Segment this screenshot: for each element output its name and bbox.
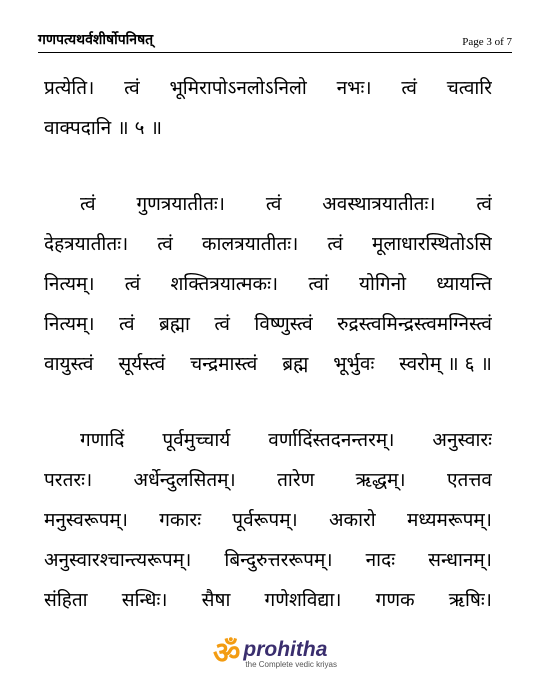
word: योगिनो <box>359 273 407 295</box>
word: विष्णुस्त्वं <box>254 313 313 335</box>
word: गकारः <box>159 509 202 531</box>
brand-tagline: the Complete vedic kriyas <box>245 660 337 669</box>
text-line <box>44 184 492 224</box>
word: ब्रह्म <box>282 353 309 375</box>
word: त्वं <box>80 193 96 215</box>
word: कालत्रयातीतः। <box>201 233 299 255</box>
word: गणक <box>375 589 415 611</box>
word: ब्रह्मा <box>158 313 190 335</box>
word: रुद्रस्त्वमिन्द्रस्त्वमग्निस्त्वं <box>337 313 492 335</box>
word: त्वं <box>124 273 141 295</box>
word: गुणत्रयातीतः। <box>136 193 225 215</box>
word: मध्यमरूपम्। <box>406 509 492 531</box>
word: गणादिं <box>80 429 125 451</box>
word: त्वं <box>265 193 282 215</box>
word: सैषा <box>201 589 231 611</box>
word: त्वं <box>401 77 417 99</box>
word: शक्तित्रयात्मकः। <box>170 273 279 295</box>
text-line <box>44 304 492 344</box>
word: त्वं <box>157 233 173 255</box>
word: पूर्वमुच्चार्य <box>162 429 231 451</box>
word: त्वं <box>476 193 492 215</box>
text-line <box>44 580 492 620</box>
text-line <box>44 224 492 264</box>
word: सन्धानम्। <box>428 549 492 571</box>
word: अनुस्वारः <box>432 429 492 451</box>
word: चत्वारि <box>446 77 492 99</box>
word: त्वं <box>327 233 343 255</box>
text-line <box>44 460 492 500</box>
text-line <box>44 68 492 108</box>
text-line <box>44 344 492 384</box>
brand-name: prohitha <box>243 638 328 661</box>
word: एतत्तव <box>446 469 492 491</box>
word: अर्धेन्दुलसितम्। <box>133 469 236 491</box>
word: बिन्दुरुत्तररूपम्। <box>224 549 333 571</box>
word: नभः। <box>336 77 372 99</box>
word: सन्धिः। <box>121 589 168 611</box>
page-footer <box>0 635 550 673</box>
word: नित्यम्। <box>44 273 95 295</box>
word: गणेशविद्या। <box>264 589 342 611</box>
word: नादः <box>365 549 396 571</box>
document-body <box>44 68 492 620</box>
text-line <box>44 500 492 540</box>
word: त्वं <box>214 313 230 335</box>
word: वायुस्त्वं <box>44 353 94 375</box>
text-line <box>44 264 492 304</box>
word: ऋषिः। <box>448 589 492 611</box>
word: तारेण <box>277 469 315 491</box>
word: संहिता <box>44 589 88 611</box>
word: नित्यम्। <box>44 313 95 335</box>
word: अवस्थात्रयातीतः। <box>322 193 436 215</box>
om-icon: ॐ <box>213 636 241 671</box>
word: त्वं <box>124 77 140 99</box>
page-header <box>38 30 512 53</box>
word: परतरः। <box>44 469 93 491</box>
document-title: गणपत्यथर्वशीर्षोपनिषत् <box>38 32 154 48</box>
word: मूलाधारस्थितोऽसि <box>371 233 492 255</box>
word: ऋद्धम्। <box>355 469 406 491</box>
word: त्वां <box>308 273 329 295</box>
word: वर्णादिंस्तदनन्तरम्। <box>268 429 395 451</box>
word: सूर्यस्त्वं <box>118 353 166 375</box>
word: चन्द्रमास्त्वं <box>190 353 258 375</box>
word: स्वरोम् ॥ ६ ॥ <box>399 353 492 375</box>
word: अकारो <box>329 509 376 531</box>
word: त्वं <box>118 313 135 335</box>
word: भूमिरापोऽनलोऽनिलो <box>169 77 307 99</box>
word: भूर्भुवः <box>333 353 375 375</box>
word: पूर्वरूपम्। <box>232 509 298 531</box>
word: प्रत्येति। <box>44 77 95 99</box>
word: वाक्पदानि ॥ ५ ॥ <box>44 117 162 139</box>
word: देहत्रयातीतः। <box>44 233 129 255</box>
word: अनुस्वारश्चान्त्यरूपम्। <box>44 549 192 571</box>
text-line <box>44 540 492 580</box>
page-number: Page 3 of 7 <box>462 36 512 48</box>
text-line <box>44 420 492 460</box>
word: ध्यायन्ति <box>436 273 492 295</box>
text-line <box>44 108 492 148</box>
prohitha-logo <box>213 636 337 671</box>
word: मनुस्वरूपम्। <box>44 509 128 531</box>
